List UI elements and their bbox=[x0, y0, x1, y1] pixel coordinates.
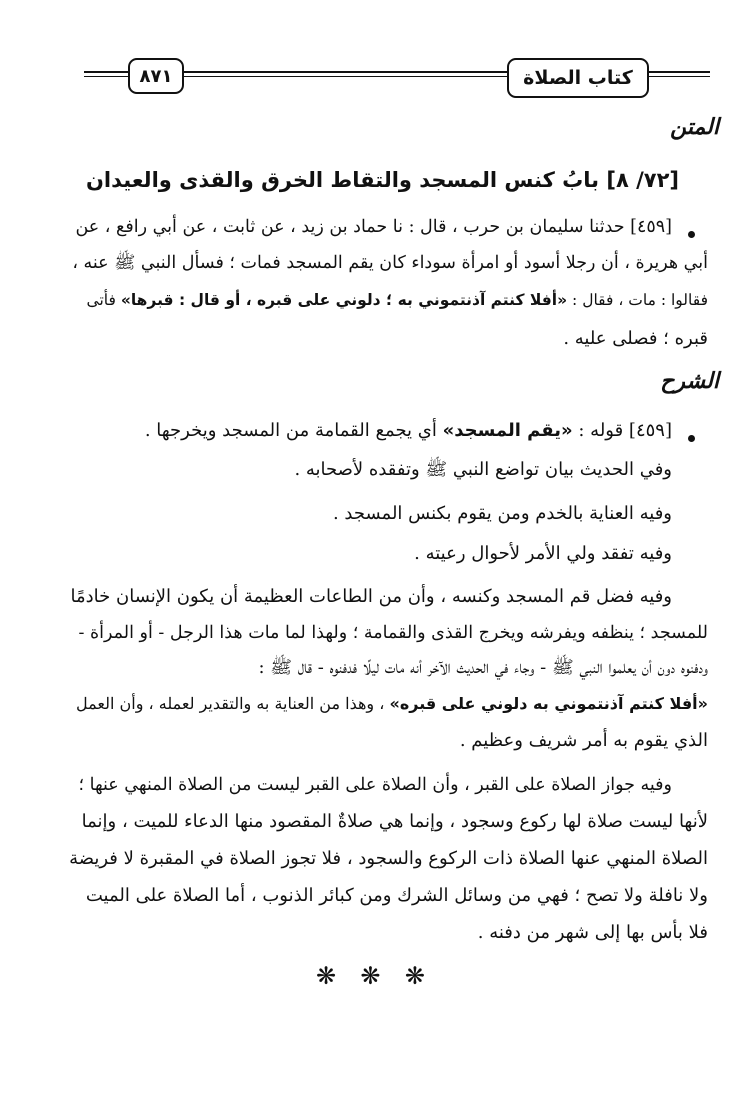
chapter-title: [٧٢/ ٨] بابُ كنس المسجد والتقاط الخرق والقذى والعيدان bbox=[86, 168, 679, 192]
sharh-quote: «أفلا كنتم آذنتموني به دلوني على قبره» bbox=[389, 694, 708, 713]
sharh-line: فلا بأس بها إلى شهر من دفنه . bbox=[477, 922, 708, 943]
hadith-line: أبي هريرة ، أن رجلا أسود أو امرأة سوداء كان يقم المسجد فمات ؛ فسأل النبي ﷺ عنه ، bbox=[72, 253, 708, 273]
header-rule-left bbox=[84, 71, 128, 73]
header-rule-middle bbox=[180, 71, 507, 73]
hadith-text: فأتى bbox=[86, 291, 121, 309]
sharh-line: للمسجد ؛ ينظفه ويفرشه ويخرج القذى والقمامة ؛ ولهذا لما مات هذا الرجل - أو المرأة - bbox=[78, 623, 708, 643]
hadith-text: فقالوا : مات ، فقال : bbox=[567, 291, 708, 309]
sharh-line: وفي الحديث بيان تواضع النبي ﷺ وتفقده لأصحابه . bbox=[294, 459, 672, 480]
sharh-label: الشرح bbox=[660, 368, 719, 394]
sharh-text: ، وهذا من العناية به والتقدير لعمله ، وأن العمل bbox=[76, 694, 390, 713]
sharh-line: وفيه فضل قم المسجد وكنسه ، وأن من الطاعات العظيمة أن يكون الإنسان خادمًا bbox=[70, 586, 672, 607]
sharh-line: الذي يقوم به أمر شريف وعظيم . bbox=[459, 730, 708, 751]
section-separator: ❋ ❋ ❋ bbox=[315, 962, 434, 990]
sharh-line: الصلاة المنهي عنها الصلاة ذات الركوع والسجود ، فلا تجوز الصلاة في المقبرة لا فريضة bbox=[69, 848, 708, 869]
sharh-text: أي يجمع القمامة من المسجد ويخرجها . bbox=[144, 420, 443, 441]
header-rule-right-lower bbox=[645, 76, 710, 77]
sharh-quote: «يقم المسجد» bbox=[442, 420, 573, 441]
sharh-line: لأنها ليست صلاة لها ركوع وسجود ، وإنما هي صلاةٌ المقصود منها الدعاء للميت ، وإنما bbox=[81, 811, 708, 832]
sharh-line: وفيه العناية بالخدم ومن يقوم بكنس المسجد . bbox=[332, 503, 672, 524]
bullet-icon bbox=[688, 231, 695, 238]
header-rule-left-lower bbox=[84, 76, 128, 77]
sharh-line: وفيه جواز الصلاة على القبر ، وأن الصلاة على القبر ليست من الصلاة المنهي عنها ؛ bbox=[78, 775, 672, 795]
sharh-line: وفيه تفقد ولي الأمر لأحوال رعيته . bbox=[414, 543, 672, 564]
sharh-line bbox=[68, 690, 708, 718]
matn-label: المتن bbox=[670, 114, 719, 140]
header-rule-right bbox=[645, 71, 710, 73]
hadith-line: قبره ؛ فصلى عليه . bbox=[563, 328, 708, 349]
hadith-line bbox=[68, 286, 708, 314]
hadith-line: [٤٥٩] حدثنا سليمان بن حرب ، قال : نا حماد بن زيد ، عن ثابت ، عن أبي رافع ، عن bbox=[75, 217, 672, 237]
page-number: ٨٧١ bbox=[128, 58, 184, 94]
bullet-icon bbox=[688, 435, 695, 442]
sharh-line: ودفنوه دون أن يعلموا النبي ﷺ - وجاء في الحديث الآخر أنه مات ليلًا فدفنوه - قال ﷺ : bbox=[258, 657, 708, 678]
sharh-text: [٤٥٩] قوله : bbox=[572, 420, 672, 441]
sharh-line bbox=[68, 417, 672, 445]
header-rule-middle-lower bbox=[180, 76, 507, 77]
running-header-title: كتاب الصلاة bbox=[507, 58, 649, 98]
hadith-quote: «أفلا كنتم آذنتموني به ؛ دلوني على قبره ، أو قال : قبرها» bbox=[120, 291, 568, 309]
sharh-line: ولا نافلة ولا تصح ؛ فهي من وسائل الشرك ومن كبائر الذنوب ، أما الصلاة على الميت bbox=[85, 885, 708, 906]
